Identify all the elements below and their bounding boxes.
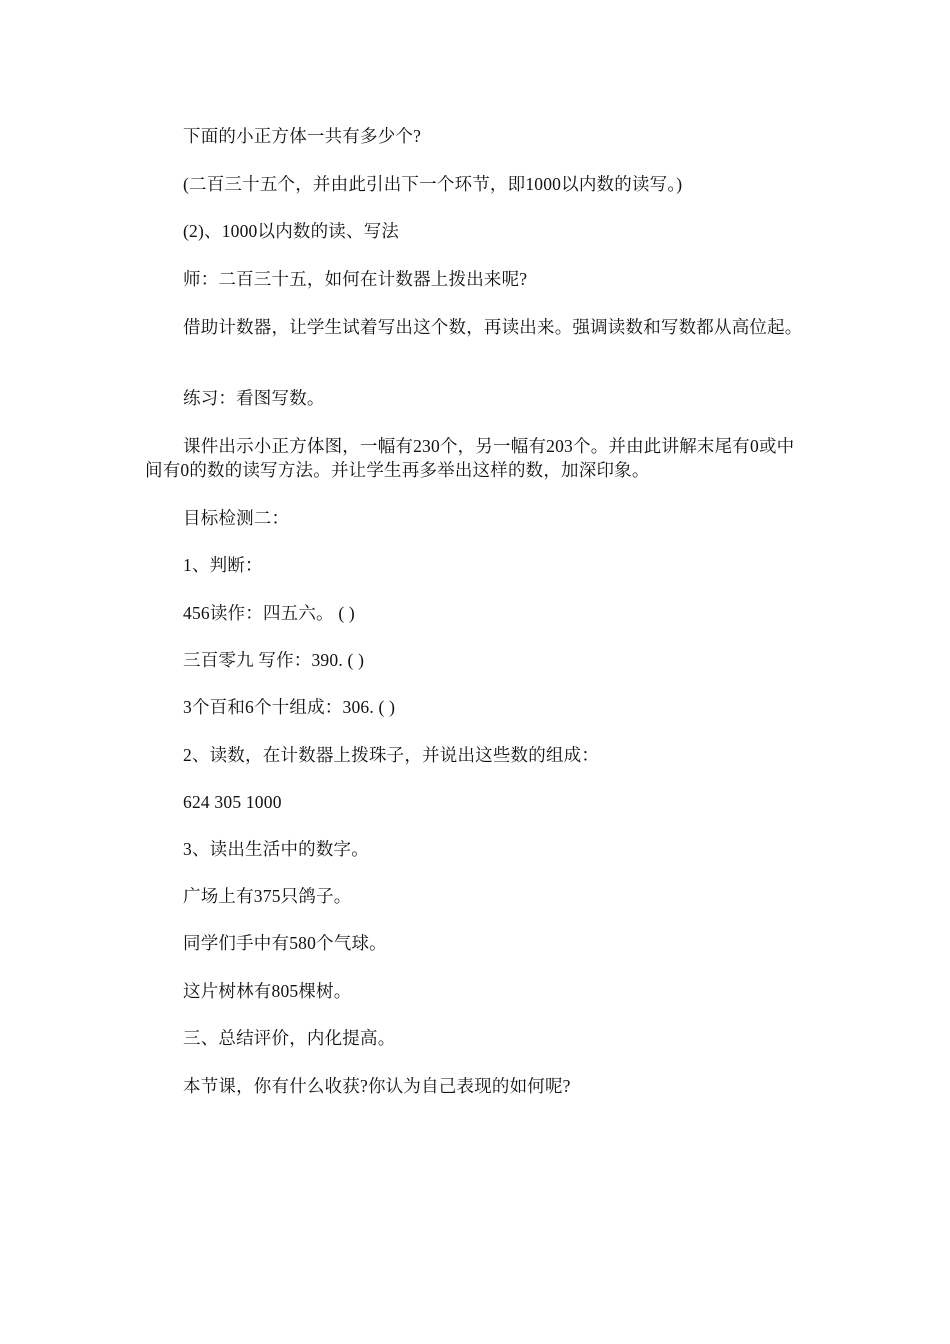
paragraph-judge-item-1: 456读作：四五六。 ( ) [183, 603, 355, 623]
paragraph-pigeons: 广场上有375只鸽子。 [183, 886, 352, 906]
paragraph-number-list: 624 305 1000 [183, 792, 282, 812]
paragraph-courseware: 课件出示小正方体图，一幅有230个，另一幅有203个。并由此讲解末尾有0或中间有0的数的读写方法。并让学生再多举出这样的数，加深印象。 [145, 436, 795, 480]
paragraph-judge-item-3: 3个百和6个十组成：306. ( ) [183, 697, 396, 717]
paragraph-teacher-question: 师：二百三十五，如何在计数器上拨出来呢? [183, 269, 528, 289]
paragraph-balloons: 同学们手中有580个气球。 [183, 933, 387, 953]
paragraph-judge-heading: 1、判断： [183, 555, 263, 575]
paragraph-reflection-question: 本节课，你有什么收获?你认为自己表现的如何呢? [183, 1076, 571, 1096]
paragraph-trees: 这片树林有805棵树。 [183, 981, 352, 1001]
paragraph-life-numbers-heading: 3、读出生活中的数字。 [183, 839, 369, 859]
paragraph-counter-instruction: 借助计数器，让学生试着写出这个数，再读出来。强调读数和写数都从高位起。 [183, 317, 803, 337]
paragraph-read-numbers-heading: 2、读数，在计数器上拨珠子，并说出这些数的组成： [183, 745, 600, 765]
paragraph-question-cubes: 下面的小正方体一共有多少个? [183, 126, 422, 146]
paragraph-summary-heading: 三、总结评价，内化提高。 [183, 1028, 396, 1048]
paragraph-answer-235: (二百三十五个，并由此引出下一个环节，即1000以内数的读写。) [183, 174, 683, 194]
paragraph-practice: 练习：看图写数。 [183, 388, 325, 408]
paragraph-judge-item-2: 三百零九 写作：390. ( ) [183, 650, 365, 670]
paragraph-section-read-write: (2)、1000以内数的读、写法 [183, 221, 400, 241]
paragraph-goal-check-two: 目标检测二： [183, 508, 290, 528]
